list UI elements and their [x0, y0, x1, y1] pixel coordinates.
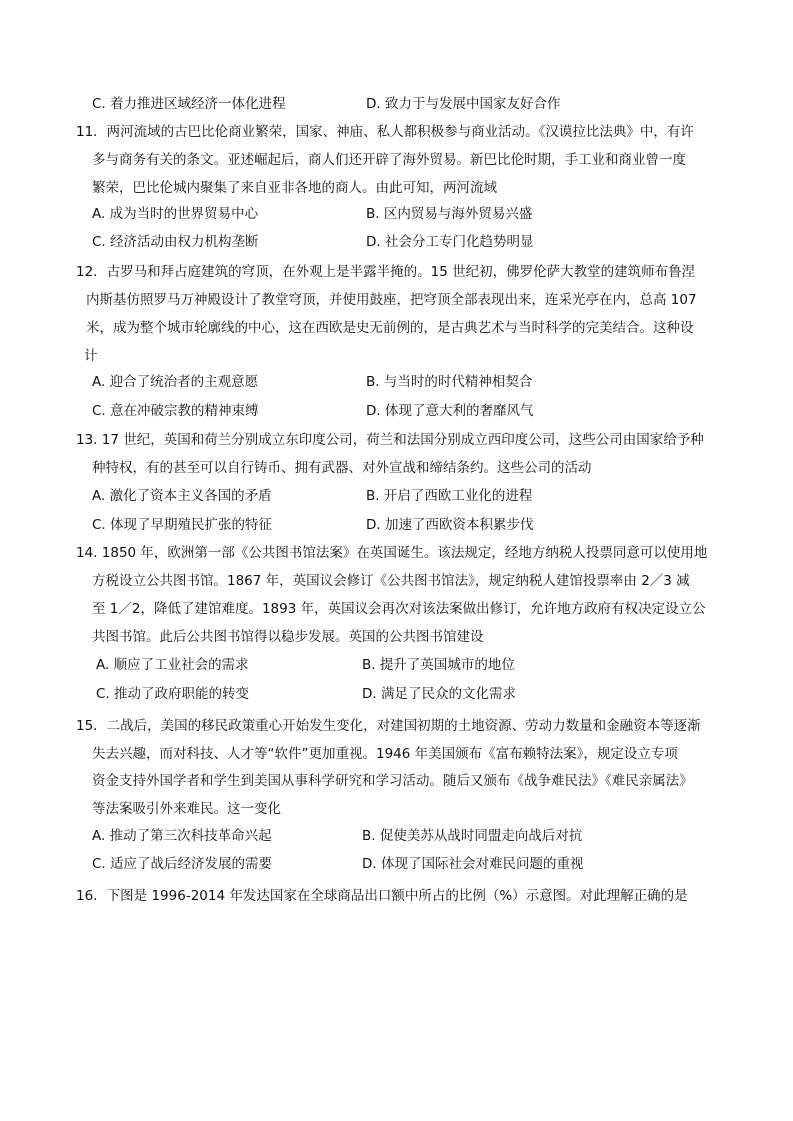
q12-stem-line: 计 [84, 348, 98, 364]
q16-stem-line: 16．下图是 1996-2014 年发达国家在全球商品出口额中所占的比例（%）示意图。对此理解正确的是 [76, 888, 688, 904]
q11-option-d: D. 社会分工专门化趋势明显 [366, 234, 534, 250]
q14-stem-line: 14. 1850 年，欧洲第一部《公共图书馆法案》在英国诞生。该法规定，经地方纳税人投票同意可以使用地 [76, 545, 708, 561]
q14-stem-line: 至 1／2，降低了建馆难度。1893 年，英国议会再次对该法案做出修订，允许地方政府有权决定设立公 [92, 601, 706, 617]
q13-option-c: C. 体现了早期殖民扩张的特征 [92, 517, 273, 533]
q14-stem-line: 共图书馆。此后公共图书馆得以稳步发展。英国的公共图书馆建设 [92, 629, 484, 645]
q14-option-b: B. 提升了英国城市的地位 [362, 657, 515, 673]
q15-option-c: C. 适应了战后经济发展的需要 [92, 856, 273, 872]
q12-stem-line: 米，成为整个城市轮廓线的中心，这在西欧是史无前例的，是古典艺术与当时科学的完美结合。这种设 [86, 320, 694, 336]
q11-stem-line: 11．两河流域的古巴比伦商业繁荣，国家、神庙、私人都积极参与商业活动。《汉谟拉比法典》中，有许 [76, 124, 694, 140]
q15-option-d: D. 体现了国际社会对难民问题的重视 [362, 856, 584, 872]
q15-stem-line: 资金支持外国学者和学生到美国从事科学研究和学习活动。随后又颁布《战争难民法》《难民亲属法》 [92, 773, 693, 789]
q11-stem-line: 繁荣，巴比伦城内聚集了来自亚非各地的商人。由此可知，两河流域 [92, 180, 497, 196]
q14-option-d: D. 满足了民众的文化需求 [362, 686, 516, 702]
q12-stem-line: 内斯基仿照罗马万神殿设计了教堂穹顶，并使用鼓座，把穹顶全部表现出来，连采光亭在内，总高 107 [86, 292, 697, 308]
q12-stem-line: 12．古罗马和拜占庭建筑的穹顶，在外观上是半露半掩的。15 世纪初，佛罗伦萨大教堂的建筑师布鲁涅 [76, 264, 696, 280]
q13-option-b: B. 开启了西欧工业化的进程 [366, 488, 533, 504]
q10-option-d: D. 致力于与发展中国家友好合作 [366, 96, 561, 112]
q10-option-c: C. 着力推进区域经济一体化进程 [92, 96, 286, 112]
q11-stem-line: 多与商务有关的条文。亚述崛起后，商人们还开辟了海外贸易。新巴比伦时期，手工业和商业曾一度 [92, 152, 686, 168]
q13-option-a: A. 激化了资本主义各国的矛盾 [92, 488, 272, 504]
q15-option-a: A. 推动了第三次科技革命兴起 [92, 828, 272, 844]
q13-stem-line: 种特权，有的甚至可以自行铸币、拥有武器、对外宣战和缔结条约。这些公司的活动 [92, 460, 592, 476]
q11-option-a: A. 成为当时的世界贸易中心 [92, 206, 259, 222]
q13-option-d: D. 加速了西欧资本积累步伐 [366, 517, 534, 533]
q12-option-d: D. 体现了意大利的奢靡风气 [366, 403, 534, 419]
q13-stem-line: 13. 17 世纪，英国和荷兰分别成立东印度公司，荷兰和法国分别成立西印度公司，这些公司由国家给予种 [76, 432, 704, 448]
q12-option-c: C. 意在冲破宗教的精神束缚 [92, 403, 259, 419]
q11-option-c: C. 经济活动由权力机构垄断 [92, 234, 259, 250]
q14-stem-line: 方税设立公共图书馆。1867 年，英国议会修订《公共图书馆法》，规定纳税人建馆投票率由 2／3 减 [92, 573, 690, 589]
q15-stem-line: 等法案吸引外来难民。这一变化 [92, 801, 281, 817]
q14-option-c: C. 推动了政府职能的转变 [96, 686, 250, 702]
q14-option-a: A. 顺应了工业社会的需求 [96, 657, 249, 673]
q11-option-b: B. 区内贸易与海外贸易兴盛 [366, 206, 533, 222]
q15-stem-line: 15．二战后，美国的移民政策重心开始发生变化，对建国初期的土地资源、劳动力数量和金融资本等逐渐 [76, 718, 701, 734]
q15-stem-line: 失去兴趣，而对科技、人才等“软件”更加重视。1946 年美国颁布《富布赖特法案》，规定设立专项 [92, 746, 678, 762]
q12-option-a: A. 迎合了统治者的主观意愿 [92, 374, 259, 390]
q15-option-b: B. 促使美苏从战时同盟走向战后对抗 [362, 828, 583, 844]
q12-option-b: B. 与当时的时代精神相契合 [366, 374, 533, 390]
